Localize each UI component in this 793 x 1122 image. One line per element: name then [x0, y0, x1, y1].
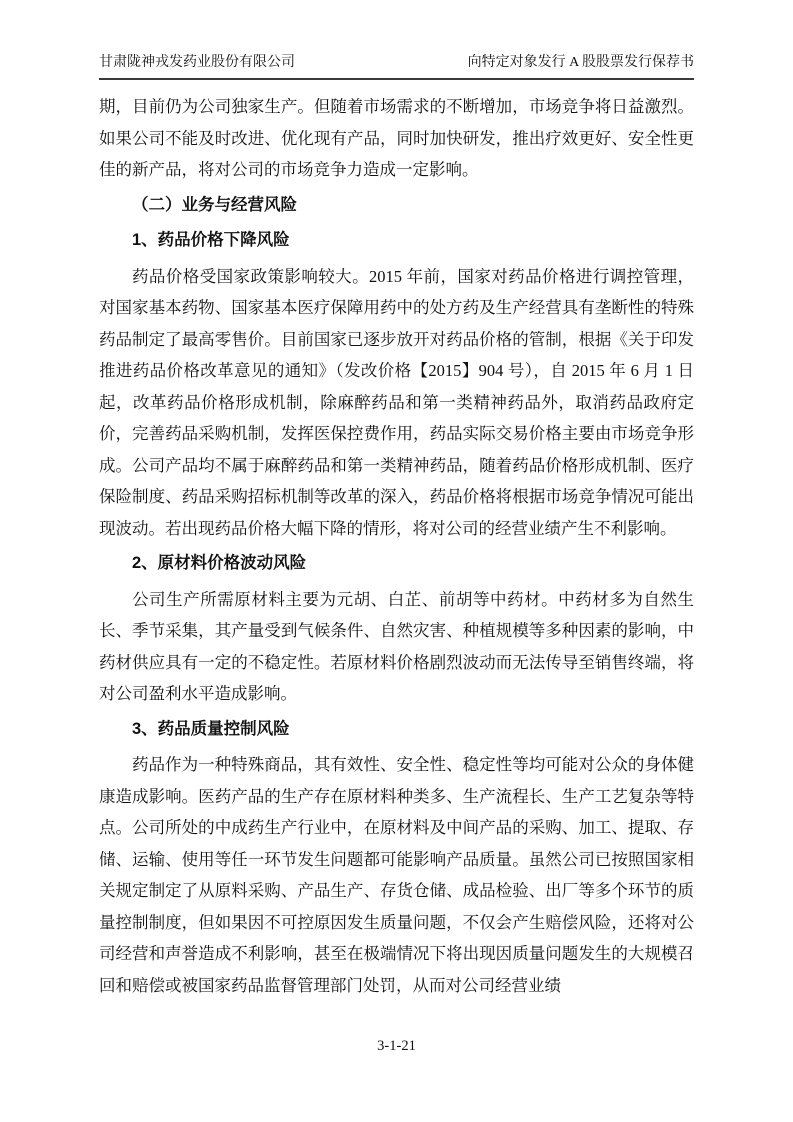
heading-risk-drug-price-decline: 1、药品价格下降风险: [132, 231, 290, 249]
heading-risk-drug-quality-control: 3、药品质量控制风险: [132, 719, 290, 738]
paragraph-market-competition-continuation: 期，目前仍为公司独家生产。但随着市场需求的不断增加，市场竞争将日益激烈。如果公司不能及时改进、优化现有产品，同时加快研发，推出疗效更好、安全性更佳的新产品，将对公司的市场竞争力造成一定影响。: [99, 97, 694, 179]
header-company-name: 甘肃陇神戎发药业股份有限公司: [99, 55, 295, 70]
heading-risk-raw-material-price: 2、原材料价格波动风险: [132, 554, 307, 572]
paragraph-raw-material-risk: 公司生产所需原材料主要为元胡、白芷、前胡等中药材。中药材多为自然生长、季节采集，其产量受到气候条件、自然灾害、种植规模等多种因素的影响，中药材供应具有一定的不稳定性。若原材料价格剧烈波动而无法传导至销售终端，将对公司盈利水平造成影响。: [99, 589, 694, 703]
document-body: [99, 91, 694, 1001]
paragraph-quality-control-risk: 药品作为一种特殊商品，其有效性、安全性、稳定性等均可能对公众的身体健康造成影响。医药产品的生产存在原材料种类多、生产流程长、生产工艺复杂等特点。公司所处的中成药生产行业中，在原材料及中间产品的采购、加工、提取、存储、运输、使用等任一环节发生问题都可能影响产品质量。虽然公司已按照国家相关规定制定了从原料采购、产品生产、存货仓储、成品检验、出厂等多个环节的质量控制制度，但如果因不可控原因发生质量问题，不仅会产生赔偿风险，还将对公司经营和声誉造成不利影响，甚至在极端情况下将出现因质量问题发生的大规模召回和赔偿或被国家药品监督管理部门处罚，从而对公司经营业绩: [99, 755, 694, 995]
page-number: 3-1-21: [377, 1038, 416, 1054]
paragraph-drug-price-risk: 药品价格受国家政策影响较大。2015 年前，国家对药品价格进行调控管理，对国家基本药物、国家基本医疗保障用药中的处方药及生产经营具有垄断性的特殊药品制定了最高零售价。目前国家已逐步放开对药品价格的管制，根据《关于印发推进药品价格改革意见的通知》（发改价格【2015】904 号），自 2015 年 6 月 1 日起，改革药品价格形成机制，除麻醉药品和第一类精神药品外，取消药品政府定价，完善药品采购机制，发挥医保控费作用，药品实际交易价格主要由市场竞争形成。公司产品均不属于麻醉药品和第一类精神药品，随着药品价格形成机制、医疗保险制度、药品采购招标机制等改革的深入，药品价格将根据市场竞争情况可能出现波动。若出现药品价格大幅下降的情形，将对公司的经营业绩产生不利影响。: [99, 266, 694, 538]
header-document-title: 向特定对象发行 A 股股票发行保荐书: [467, 55, 694, 70]
page-footer: [0, 1037, 793, 1055]
heading-section-business-operation-risk: （二）业务与经营风险: [132, 195, 297, 214]
page-header: [99, 54, 694, 80]
